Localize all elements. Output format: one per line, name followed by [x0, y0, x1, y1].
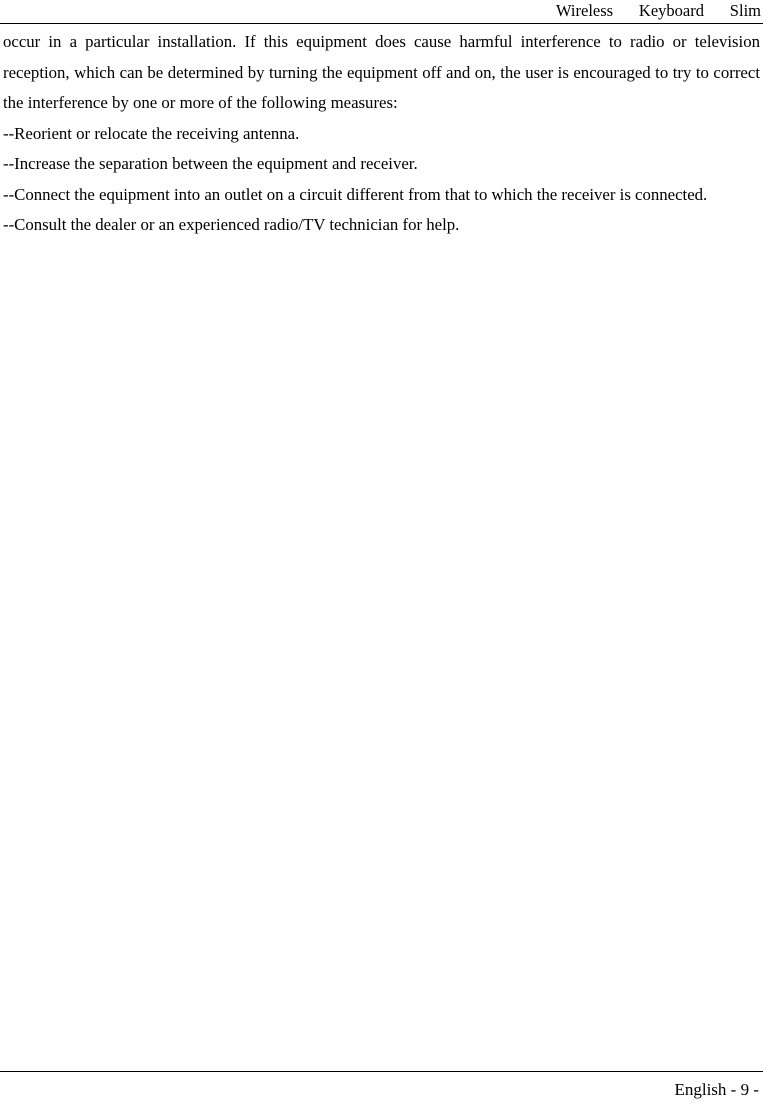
paragraph-measure-dealer: --Consult the dealer or an experienced radio/TV technician for help. [3, 215, 460, 234]
page-footer [0, 1071, 763, 1117]
footer-page-number: English - 9 - [674, 1080, 759, 1099]
footer-divider [0, 1071, 763, 1072]
paragraph-interference-intro: occur in a particular installation. If this equipment does cause harmful interference to radio or television reception, which can be determined by turning the equipment off and on, the user is encouraged to try to correct the interference by one or more of the following measures: [3, 32, 760, 112]
header-title: Wireless Keyboard Slim [556, 1, 761, 20]
paragraph-measure-separation: --Increase the separation between the equipment and receiver. [3, 154, 418, 173]
paragraph-measure-outlet: --Connect the equipment into an outlet on a circuit different from that to which the receiver is connected. [3, 184, 708, 204]
header-divider [0, 23, 763, 24]
paragraph-measure-reorient: --Reorient or relocate the receiving antenna. [3, 123, 300, 143]
page-header [0, 0, 763, 24]
page-content [3, 27, 760, 241]
